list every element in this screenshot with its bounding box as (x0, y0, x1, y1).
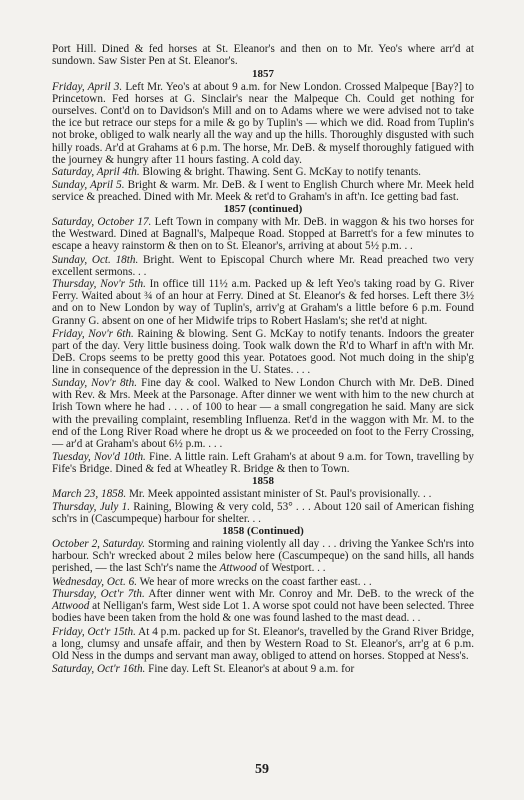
entry-date: Tuesday, Nov'd 10th. (52, 450, 146, 463)
section-heading-1858: 1858 (252, 475, 274, 487)
entry-date: Thursday, July 1. (52, 500, 131, 513)
entry-text: Left Mr. Yeo's at about 9 a.m. for New London. Crossed Malpeque [Bay?] to Princetown. Fed horses at G. Sinclair's near the Malpeque Ch. Could get nothing for ourselves. Cont'd on to Davidson's Mill and on to Adams where we were advised not to take the ice but retrace our steps for a mile & go by Tuplin's — which we did. Road from Tuplin's not broke, obliged to walk nearly all the way and up the hills. Thoroughly disgusted with such hilly roads. Ar'd at Grahams at 6 p.m. The horse, Mr. DeB. & myself thoroughly fatigued with the journey & hungry after 11 hours fasting. A cold day. (52, 80, 474, 166)
entry-text: Raining & blowing. Sent G. McKay to notify tenants. Indoors the greater part of the day. Very little business doing. Took walk down the R'd to Wharf in aft'n with Mr. DeB. Crops seems to be pretty good this year. Potatoes good. Not much doing in the ship'g line in consequence of the depression in the U. States. . . . (52, 327, 474, 377)
entry-date: Friday, Nov'r 6th. (52, 327, 134, 340)
entry-date: Saturday, April 4th. (52, 166, 140, 178)
entry-march-23-1858 (52, 488, 474, 500)
entry-date: Saturday, October 17. (52, 216, 152, 228)
entry-text-tail: of Westport. . . (256, 562, 326, 575)
entry-text: After dinner went with Mr. Conroy and Mr. DeB. to the wreck of the (144, 588, 474, 600)
entry-date: Sunday, Nov'r 8th. (52, 377, 138, 389)
entry-text: At 4 p.m. packed up for St. Eleanor's, travelled by the Grand River Bridge, a long, clumsy and unsafe affair, and then by Western Road to St. Eleanor's, arr'g at 6 p.m. Old Ness in the dumps and servant man away, obliged to attend on horses. Stopped at Ness's. (52, 625, 475, 662)
entry-text: Fine day & cool. Walked to New London Church with Mr. DeB. Dined with Rev. & Mrs. Meek at the Parsonage. After dinner we went with him to the new church at Irish Town where he had . . . . of 100 to hear — a small congregation he said. Many are sick with the prevailing complaint, resembling Influenza. Ret'd in the waggon with Mr. M. to the end of the Long River Road where he dropt us & we proceeded on foot to the Ferry Crossing, — ar'd at Graham's about 6½ p.m. . . . (52, 377, 474, 451)
ship-name: Attwood (219, 562, 257, 575)
entry-date: March 23, 1858. (52, 488, 127, 500)
entry-text: Blowing & bright. Thawing. Sent G. McKay to notify tenants. (139, 166, 421, 178)
section-heading-1858-continued: 1858 (Continued) (222, 525, 304, 537)
entry-date: Friday, April 3. (52, 80, 123, 93)
page-number: 59 (255, 762, 269, 777)
entry-date: Thursday, Nov'r 5th. (52, 278, 146, 290)
ship-name: Attwood (52, 600, 90, 613)
entry-date: Saturday, Oct'r 16th. (52, 663, 146, 675)
entry-date: Sunday, Oct. 18th. (52, 253, 139, 266)
entry-july-1 (52, 501, 474, 525)
entry-nov-5 (52, 278, 474, 327)
entry-oct-6 (52, 576, 474, 588)
entry-april-5 (52, 179, 474, 203)
section-heading-1857: 1857 (252, 67, 274, 80)
entry-date: Sunday, April 5. (52, 178, 125, 191)
entry-date: Thursday, Oct'r 7th. (52, 588, 145, 600)
entry-text: Mr. Meek appointed assistant minister of St. Paul's provisionally. . . (126, 488, 432, 500)
entry-text: Storming and raining violently all day . . . driving the Yankee Sch'rs into harbour. Sch'r wrecked about 2 miles below here (Cascumpeque) on the sand hills, all hands perished, — the last Sch'r's name the (52, 538, 474, 575)
paragraph-text: Port Hill. Dined & fed horses at St. Eleanor's and then on to Mr. Yeo's where arr'd at sundown. Saw Sister Pen at St. Eleanor's. (52, 43, 474, 68)
entry-oct-7 (52, 588, 474, 625)
entry-text: We hear of more wrecks on the coast farther east. . . (137, 575, 372, 588)
entry-april-3 (52, 81, 474, 166)
entry-oct-16 (52, 663, 474, 675)
paragraph-port-hill (52, 43, 474, 67)
entry-april-4 (52, 166, 474, 178)
entry-text: In office till 11½ a.m. Packed up & left Yeo's taking road by G. River Ferry. Waited about ¾ of an hour at Ferry. Dined at St. Eleanor's & fed horses. Left there 3½ and on to New London by way of Tuplin's, arriv'g at Graham's a little before 6 p.m. Found Granny G. absent on one of her Midwife trips to Robert Haslam's; she ret'd at night. (52, 278, 474, 327)
entry-nov-6 (52, 328, 474, 377)
entry-text: Raining, Blowing & very cold, 53° . . . About 120 sail of American fishing sch'rs in (Cascumpeque) harbour for shelter. . . (52, 500, 474, 525)
entry-text: Bright. Went to Episcopal Church where Mr. Read preached two very excellent sermons. . . (52, 253, 475, 278)
entry-nov-10 (52, 451, 474, 475)
section-heading-1857-continued: 1857 (continued) (223, 203, 303, 215)
entry-nov-8 (52, 377, 474, 450)
entry-october-17 (52, 216, 474, 253)
entry-text: Left Town in company with Mr. DeB. in waggon & his two horses for the Westward. Dined at Bagnall's, Malpeque Road. Stopped at Barrett's for a few minutes to escape a heavy rainstorm & then on to St. Eleanor's, arriving at about 5½ p.m. . . (52, 216, 474, 253)
entry-text: Fine day. Left St. Eleanor's at about 9 a.m. for (145, 663, 355, 675)
entry-oct-18 (52, 254, 474, 278)
entry-october-2 (52, 538, 474, 575)
entry-text: Bright & warm. Mr. DeB. & I went to English Church where Mr. Meek held service & preached. Dined with Mr. Meek & ret'd to Graham's in aft'n. Ice getting bad fast. (52, 178, 474, 203)
entry-date: Friday, Oct'r 15th. (52, 625, 136, 638)
entry-text-tail: at Nelligan's farm, West side Lot 1. A worse spot could not have been selected. Three bodies have been taken from the hold & one was found lashed to the mast dead. . . (52, 600, 474, 625)
entry-date: October 2, Saturday. (52, 538, 146, 550)
entry-text: Fine. A little rain. Left Graham's at about 9 a.m. for Town, travelling by Fife's Bridge. Dined & fed at Wheatley R. Bridge & then to Town. (52, 450, 474, 475)
entry-oct-15 (52, 626, 474, 663)
entry-date: Wednesday, Oct. 6. (52, 575, 138, 588)
